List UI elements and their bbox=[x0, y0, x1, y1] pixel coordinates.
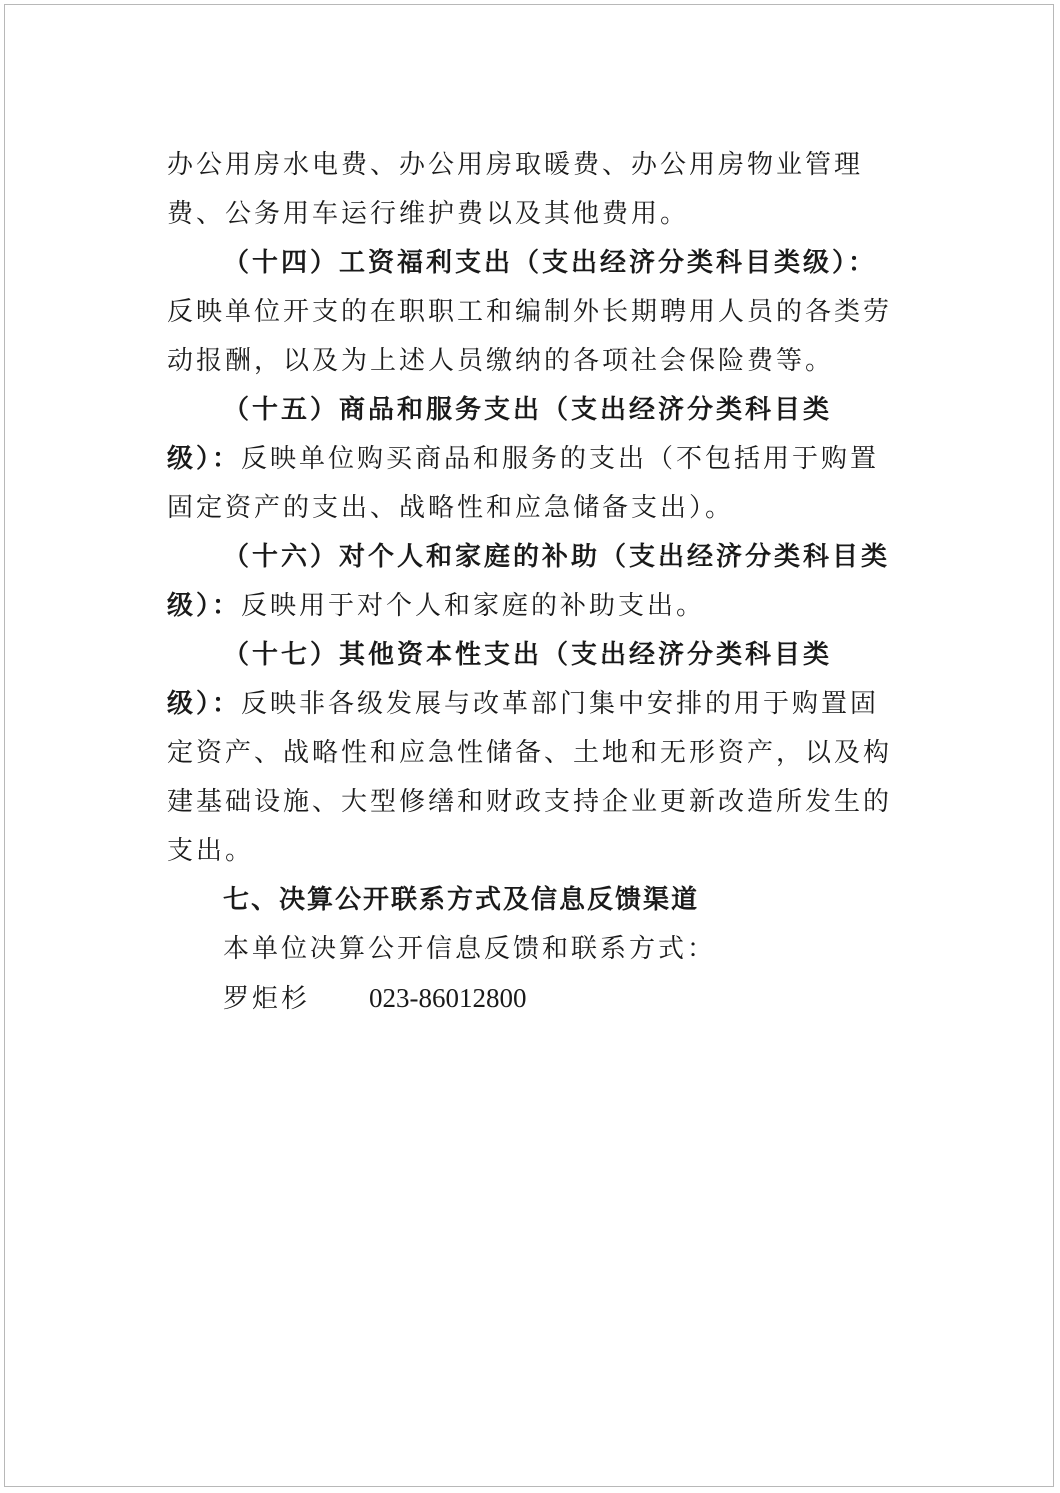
item-17-text: 反映非各级发展与改革部门集中安排的用于购置固 bbox=[241, 689, 880, 719]
item-14-title: （十四）工资福利支出（支出经济分类科目类级）： bbox=[223, 248, 878, 278]
item-17-title-tail: 级）： bbox=[167, 689, 242, 719]
body-text-line: 动报酬，以及为上述人员缴纳的各项社会保险费等。 bbox=[167, 346, 835, 376]
item-15-title: （十五）商品和服务支出（支出经济分类科目类 bbox=[223, 395, 833, 425]
body-text-line bbox=[167, 435, 882, 484]
item-16-text: 反映用于对个人和家庭的补助支出。 bbox=[241, 591, 706, 621]
document-page bbox=[4, 4, 1054, 1487]
item-16-title: （十六）对个人和家庭的补助（支出经济分类科目类 bbox=[223, 542, 891, 572]
body-text-line bbox=[167, 582, 882, 631]
body-text-line: 固定资产的支出、战略性和应急储备支出）。 bbox=[167, 493, 735, 523]
document-body bbox=[167, 141, 893, 1023]
body-text-line bbox=[167, 680, 882, 729]
body-text-line: 支出。 bbox=[167, 836, 255, 866]
contact-phone: 023-86012800 bbox=[369, 983, 527, 1013]
item-15-title-tail: 级）： bbox=[167, 444, 242, 474]
body-text-line: 建基础设施、大型修缮和财政支持企业更新改造所发生的 bbox=[167, 787, 893, 817]
body-text-line: 办公用房水电费、办公用房取暖费、办公用房物业管理 bbox=[167, 150, 864, 180]
item-16-title-tail: 级）： bbox=[167, 591, 242, 621]
body-text-line: 定资产、战略性和应急性储备、土地和无形资产，以及构 bbox=[167, 738, 893, 768]
item-15-text: 反映单位购买商品和服务的支出（不包括用于购置 bbox=[241, 444, 880, 474]
body-text-line: 反映单位开支的在职职工和编制外长期聘用人员的各类劳 bbox=[167, 297, 893, 327]
contact-line bbox=[167, 974, 882, 1023]
section-7-intro: 本单位决算公开信息反馈和联系方式： bbox=[223, 934, 717, 964]
body-text-line: 费、公务用车运行维护费以及其他费用。 bbox=[167, 199, 690, 229]
item-17-title: （十七）其他资本性支出（支出经济分类科目类 bbox=[223, 640, 833, 670]
section-7-heading: 七、决算公开联系方式及信息反馈渠道 bbox=[223, 885, 700, 915]
contact-name: 罗炬杉 bbox=[223, 984, 311, 1014]
